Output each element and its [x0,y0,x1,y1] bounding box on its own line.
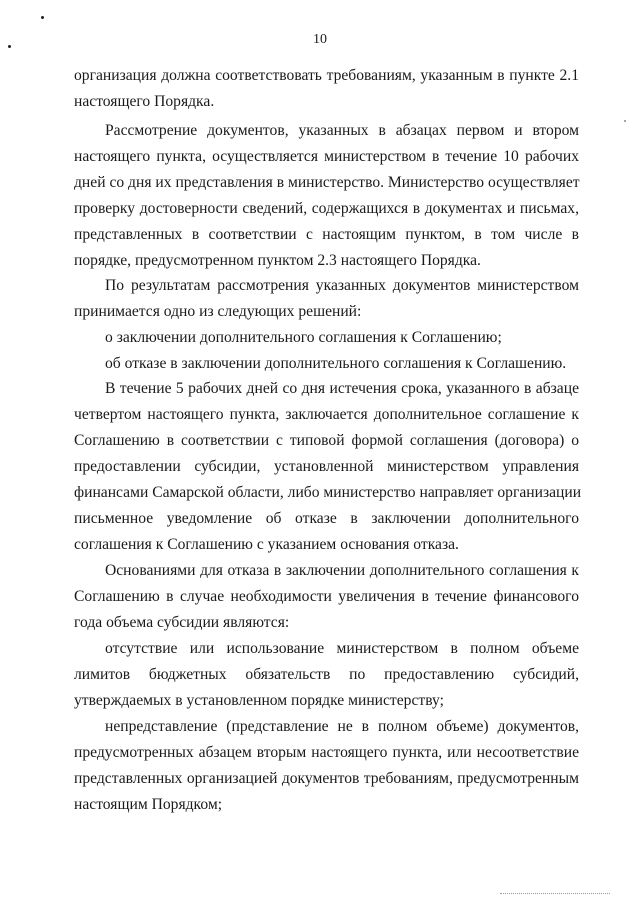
text-line: представленных в соответствии с настоящим пунктом, в том числе в [74,226,579,243]
text-line: принимается одно из следующих решений: [74,303,362,320]
text-line: представленных организацией документов требованиям, предусмотренным [74,770,579,787]
text-line: настоящего пункта, осуществляется министерством в течение 10 рабочих [74,148,579,165]
text-line: предусмотренных абзацем вторым настоящего пункта, или несоответствие [74,744,579,761]
text-line: настоящего Порядка. [74,93,215,110]
text-line: письменное уведомление об отказе в заключении дополнительного [74,510,579,527]
page-number: 10 [313,32,327,47]
text-line: дней со дня их представления в министерство. Министерство осуществляет [74,174,580,191]
scan-speck [624,120,626,122]
text-line: По результатам рассмотрения указанных документов министерством [105,277,579,294]
scan-edge-noise [500,893,610,895]
text-line: предоставлении субсидии, установленной министерством управления [74,458,579,475]
scan-speck [41,16,44,19]
text-line: организация должна соответствовать требованиям, указанным в пункте 2.1 [74,67,579,84]
text-line: настоящим Порядком; [74,796,223,813]
text-line: финансами Самарской области, либо министерство направляет организации [74,484,582,501]
text-line: порядке, предусмотренном пунктом 2.3 настоящего Порядка. [74,252,481,269]
text-line: Рассмотрение документов, указанных в абзацах первом и втором [105,122,579,139]
text-line: Соглашению в случае необходимости увеличения в течение финансового [74,588,579,605]
text-line: об отказе в заключении дополнительного соглашения к Соглашению. [105,355,567,372]
text-line: о заключении дополнительного соглашения к Соглашению; [105,329,502,346]
text-line: Основаниями для отказа в заключении дополнительного соглашения к [105,562,579,579]
text-line: Соглашению в соответствии с типовой формой соглашения (договора) о [74,432,579,449]
text-line: четвертом настоящего пункта, заключается дополнительное соглашение к [74,406,579,423]
text-line: соглашения к Соглашению с указанием основания отказа. [74,536,459,553]
text-line: В течение 5 рабочих дней со дня истечения срока, указанного в абзаце [105,380,579,397]
text-line: непредставление (представление не в полном объеме) документов, [105,718,579,735]
text-line: лимитов бюджетных обязательств по предоставлению субсидий, [74,666,579,683]
text-line: проверку достоверности сведений, содержащихся в документах и письмах, [74,200,579,217]
text-line: года объема субсидии являются: [74,614,290,631]
text-line: утверждаемых в установленном порядке министерству; [74,692,444,709]
text-line: отсутствие или использование министерством в полном объеме [105,640,579,657]
